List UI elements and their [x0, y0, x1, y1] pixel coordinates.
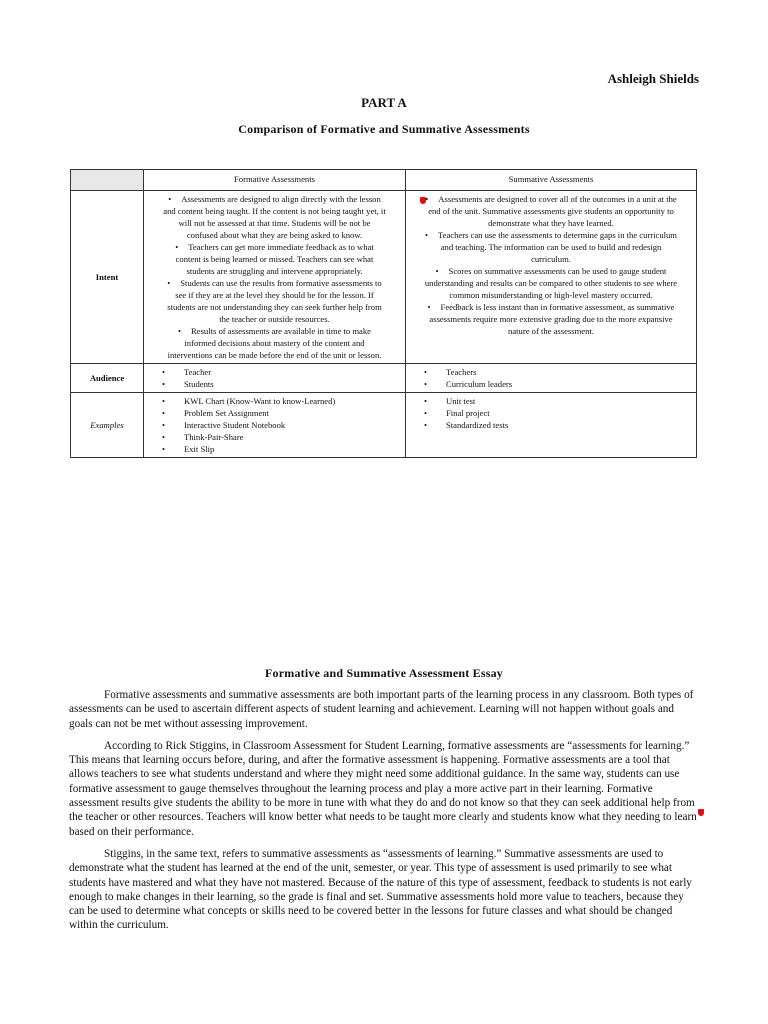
- list-item: • Assessments are designed to align directly with the lesson and content being taught. If the content is not being taught yet, it will not be assessed at that time. Students will be not be confused about what they are being asked to know.: [162, 193, 387, 241]
- list-item: • Results of assessments are available in time to make informed decisions about mastery of the content and interventions can be made before the end of the unit or lesson.: [162, 325, 387, 361]
- comment-marker-icon[interactable]: [420, 197, 426, 204]
- list-item: • Feedback is less instant than in formative assessment, as summative assessments require more extensive grading due to the more expansive nature of the assessment.: [424, 301, 678, 337]
- essay-paragraph: Stiggins, in the same text, refers to summative assessments as “assessments of learning.” Summative assessments are used to demonstrate what the student has learned at the end of the unit, semester, or year. This type of assessment is used primarily to see what students have mastered and what they have not mastered. Because of the nature of this type of assessment, feedback to students is not early enough to make changes in their learning, so the grade is final and set. Summative assessments hold more value to teachers, because they can be used to determine what concepts or skills need to be covered better in the lessons for future classes and what should be changed within the curriculum.: [69, 847, 692, 932]
- essay-title: Formative and Summative Assessment Essay: [265, 666, 503, 680]
- list-item: • Teachers can get more immediate feedback as to what content is being learned or missed. Teachers can see what students are struggling and intervene appropriately.: [162, 241, 387, 277]
- examples-formative-cell: [144, 393, 406, 458]
- essay-paragraph: Formative assessments and summative assessments are both important parts of the learning process in any classroom. Both types of assessments can be used to ascertain different aspects of student learning and achievement. Learning will not happen without goals and goals can not be met without assessing improvement.: [69, 689, 694, 730]
- table-row: [71, 191, 697, 364]
- audience-formative-cell: [144, 364, 406, 393]
- row-label-intent: Intent: [71, 191, 144, 364]
- part-heading: PART A: [361, 95, 407, 110]
- list-item: • Scores on summative assessments can be used to gauge student understanding and results can be compared to other students to see where common misunderstanding or high-level mastery occurred.: [424, 265, 678, 301]
- audience-summative-cell: [406, 364, 697, 393]
- list-item: • Students can use the results from formative assessments to see if they are at the level they should be for the lesson. If students are not understanding they can seek further help from the teacher or outside resources.: [162, 277, 387, 325]
- essay-paragraph: According to Rick Stiggins, in Classroom Assessment for Student Learning, formative assessments are “assessments for learning.” This means that learning occurs before, during, and after the formative assessment is happening. Formative assessments are a tool that allows teachers to see what students understand and where they might need some additional guidance. In the same way, students can use formative assessment to gauge themselves throughout the learning process and play a more active part in their learning. Formative assessment results give students the ability to be more in tune with what they do and do not know so that they can seek additional help from the teacher or other resources. Teachers will know better what needs to be taught more clearly and students know what they needing to learn based on their performance.: [69, 739, 697, 838]
- examples-summative-cell: [406, 393, 697, 458]
- summative-column-header: Summative Assessments: [406, 170, 697, 191]
- intent-summative-cell: [406, 191, 697, 364]
- table-header-row: [71, 170, 697, 191]
- list-item: • Teachers can use the assessments to determine gaps in the curriculum and teaching. The information can be used to build and redesign curriculum.: [424, 229, 678, 265]
- list-item: • Teacher: [162, 366, 401, 378]
- list-item: • Curriculum leaders: [424, 378, 692, 390]
- intent-formative-cell: [144, 191, 406, 364]
- formative-column-header: Formative Assessments: [144, 170, 406, 191]
- list-item: • Interactive Student Notebook: [162, 419, 401, 431]
- corner-cell: [71, 170, 144, 191]
- list-item: • Assessments are designed to cover all of the outcomes in a unit at the end of the unit. Summative assessments give students an opportunity to demonstrate what they have learned.: [424, 193, 678, 229]
- essay-body: [69, 688, 697, 941]
- list-item: • Teachers: [424, 366, 692, 378]
- row-label-audience: Audience: [71, 364, 144, 393]
- list-item: • Problem Set Assignment: [162, 407, 401, 419]
- table-row: [71, 364, 697, 393]
- list-item: • Exit Slip: [162, 443, 401, 455]
- row-label-examples: Examples: [71, 393, 144, 458]
- comparison-table: [70, 169, 697, 458]
- table-row: [71, 393, 697, 458]
- list-item: • Standardized tests: [424, 419, 692, 431]
- list-item: • Unit test: [424, 395, 692, 407]
- list-item: • KWL Chart (Know-Want to know-Learned): [162, 395, 401, 407]
- comparison-title: Comparison of Formative and Summative Assessments: [238, 122, 530, 136]
- comment-marker-icon[interactable]: [698, 809, 704, 816]
- list-item: • Think-Pair-Share: [162, 431, 401, 443]
- list-item: • Final project: [424, 407, 692, 419]
- list-item: • Students: [162, 378, 401, 390]
- author-name: Ashleigh Shields: [607, 71, 699, 86]
